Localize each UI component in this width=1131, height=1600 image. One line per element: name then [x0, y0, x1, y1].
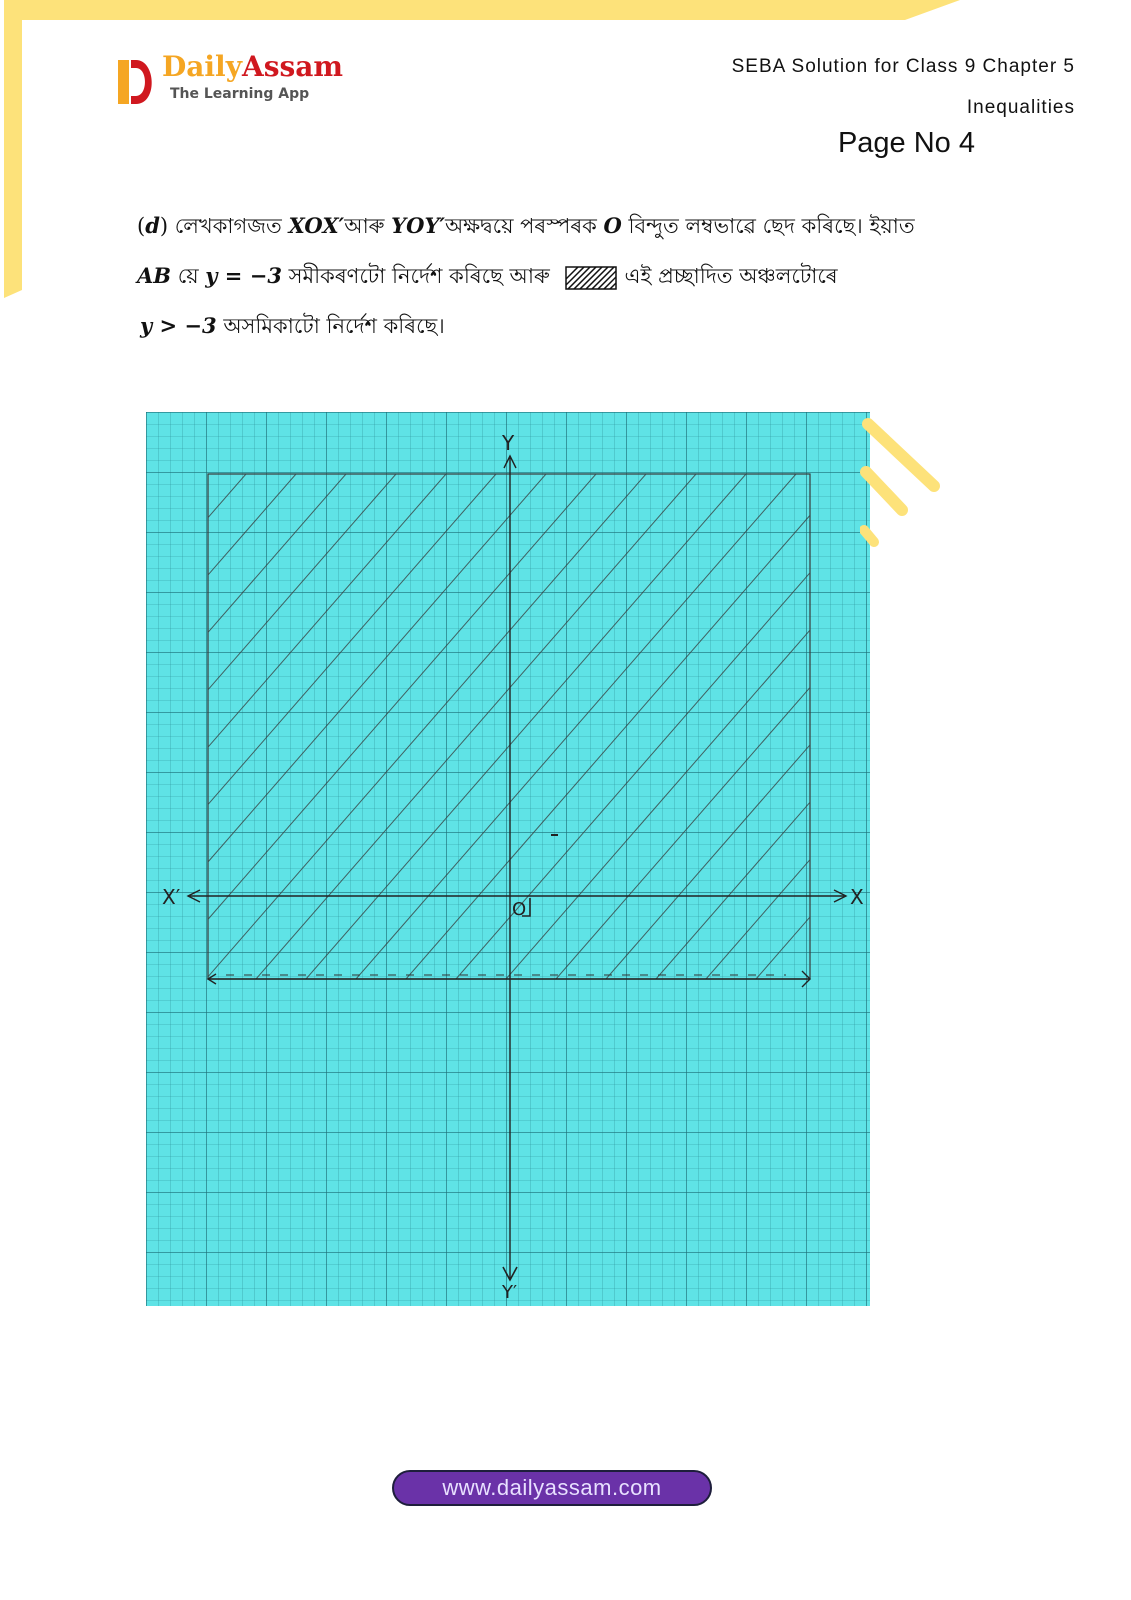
math-inequality: y > −3	[140, 313, 217, 338]
brand-name-part2: Assam	[241, 50, 343, 83]
math-o: O	[603, 213, 622, 238]
content-line-2: AB য়ে y = −3 সমীকৰণটো নিৰ্দেশ কৰিছে আৰু এই প্ৰচ্ছাদিত অঞ্চলটোৰে	[137, 263, 838, 288]
header-title: SEBA Solution for Class 9 Chapter 5	[731, 56, 1075, 77]
math-xox: XOX′	[288, 213, 345, 238]
brand-tagline: The Learning App	[170, 86, 310, 102]
page-number: Page No 4	[837, 127, 975, 159]
shading-legend-icon	[565, 266, 617, 290]
origin-label: O	[512, 899, 527, 920]
brand-name	[162, 50, 343, 83]
math-ab: AB	[137, 263, 172, 288]
logo-d-icon	[118, 56, 162, 108]
math-equation: y = −3	[205, 263, 282, 288]
graph-paper	[146, 412, 870, 1306]
content-line-3: y > −3 অসমিকাটো নিৰ্দেশ কৰিছে।	[140, 313, 445, 338]
math-yoy: YOY′	[391, 213, 445, 238]
x-axis-label-right: X	[850, 885, 864, 909]
brand-logo	[118, 50, 348, 110]
header-subtitle: Inequalities	[966, 97, 1075, 118]
x-axis-label-left: X′	[162, 885, 181, 909]
footer-url-badge[interactable]: www.dailyassam.com	[392, 1470, 712, 1506]
brand-name-part1: Daily	[162, 50, 242, 83]
decorative-stripes	[860, 418, 950, 558]
y-axis-label-bottom: Y′	[502, 1282, 518, 1303]
item-label: d	[145, 213, 160, 238]
content-line-1: (d) লেখকাগজত XOX′আৰু YOY′অক্ষদ্বয়ে পৰস্পৰক O বিন্দুত লম্বভাৱে ছেদ কৰিছে। ইয়াত	[137, 213, 915, 238]
y-axis-label-top: Y	[502, 431, 515, 455]
